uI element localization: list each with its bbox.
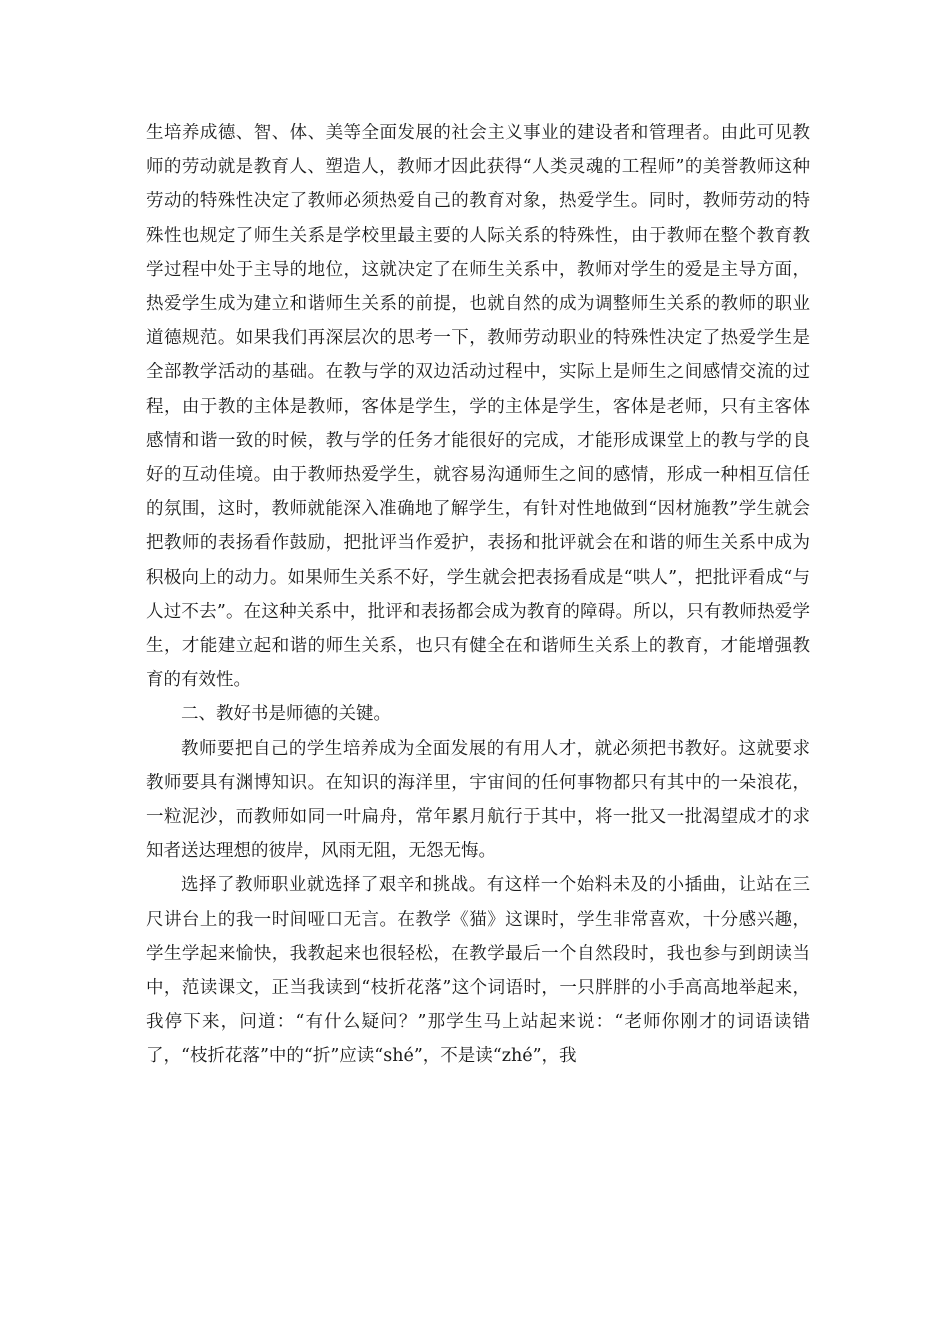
paragraph-teacher-love: 生培养成德、智、体、美等全面发展的社会主义事业的建设者和管理者。由此可见教师的劳动就是教育人、塑造人，教师才因此获得“人类灵魂的工程师”的美誉教师这种劳动的特殊性决定了教师必须热爱自己的教育对象，热爱学生。同时，教师劳动的特殊性也规定了师生关系是学校里最主要的人际关系的特殊性，由于教师在整个教育教学过程中处于主导的地位，这就决定了在师生关系中，教师对学生的爱是主导方面，热爱学生成为建立和谐师生关系的前提，也就自然的成为调整师生关系的教师的职业道德规范。如果我们再深层次的思考一下，教师劳动职业的特殊性决定了热爱学生是全部教学活动的基础。在教与学的双边活动过程中，实际上是师生之间感情交流的过程，由于教的主体是教师，客体是学生，学的主体是学生，客体是老师，只有主客体感情和谐一致的时候，教与学的任务才能很好的完成，才能形成课堂上的教与学的良好的互动佳境。由于教师热爱学生，就容易沟通师生之间的感情，形成一种相互信任的氛围，这时，教师就能深入准确地了解学生，有针对性地做到“因材施教”学生就会把教师的表扬看作鼓励，把批评当作爱护，表扬和批评就会在和谐的师生关系中成为积极向上的动力。如果师生关系不好，学生就会把表扬看成是“哄人”，把批评看成“与人过不去”。在这种关系中，批评和表扬都会成为教育的障碍。所以，只有教师热爱学生，才能建立起和谐的师生关系，也只有健全在和谐师生关系上的教育，才能增强教育的有效性。 bbox=[146, 123, 810, 691]
paragraph-knowledge: 教师要把自己的学生培养成为全面发展的有用人才，就必须把书教好。这就要求教师要具有渊博知识。在知识的海洋里，宇宙间的任何事物都只有其中的一朵浪花，一粒泥沙，而教师如同一叶扁舟，常年累月航行于其中，将一批又一批渴望成才的求知者送达理想的彼岸，风雨无阻，无怨无悔。 bbox=[146, 738, 810, 862]
document-body bbox=[146, 116, 810, 1074]
section-heading-two: 二、教好书是师德的关键。 bbox=[181, 704, 391, 725]
paragraph-anecdote: 选择了教师职业就选择了艰辛和挑战。有这样一个始料未及的小插曲，让站在三尺讲台上的我一时间哑口无言。在教学《猫》这课时，学生非常喜欢，十分感兴趣，学生学起来愉快，我教起来也很轻松，在教学最后一个自然段时，我也参与到朗读当中，范读课文，正当我读到“枝折花落”这个词语时，一只胖胖的小手高高地举起来，我停下来，问道：“有什么疑问？”那学生马上站起来说：“老师你刚才的词语读错了，“枝折花落”中的“折”应读“shé”，不是读“zhé”，我 bbox=[146, 875, 810, 1067]
